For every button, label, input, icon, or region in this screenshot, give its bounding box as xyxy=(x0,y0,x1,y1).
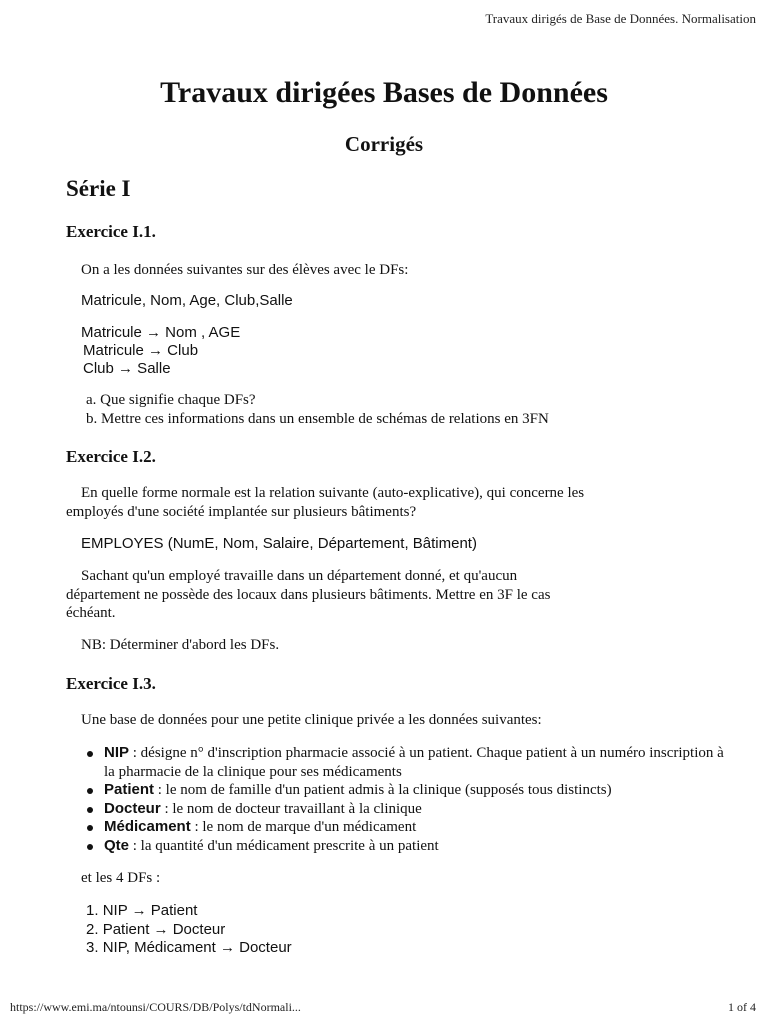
list-item: Patient : le nom de famille d'un patient admis à la clinique (supposés tous distincts) xyxy=(82,781,732,800)
exercise-2-paragraph-2-line-1: Sachant qu'un employé travaille dans un département donné, et qu'aucun xyxy=(81,568,518,584)
bullet-icon xyxy=(87,844,93,850)
exercise-1-intro: On a les données suivantes sur des élèves avec le DFs: xyxy=(81,262,409,278)
bullet-icon xyxy=(87,751,93,757)
page-number: 1 of 4 xyxy=(728,1000,756,1014)
exercise-heading-1: Exercice I.1. xyxy=(66,222,156,241)
list-item: 2. Patient → Docteur xyxy=(86,920,226,938)
bullet-icon xyxy=(87,788,93,794)
exercise-1-attributes: Matricule, Nom, Age, Club,Salle xyxy=(81,292,293,309)
exercise-1-df-2: Matricule → Club xyxy=(83,342,199,359)
list-item: NIP : désigne n° d'inscription pharmacie associé à un patient. Chaque patient à un numéro inscription à la pharmacie de la clinique pour ses médicaments xyxy=(82,744,732,781)
page-title: Travaux dirigées Bases de Données xyxy=(160,76,608,109)
question-item: a. Que signifie chaque DFs? xyxy=(86,392,256,408)
exercise-2-nb: NB: Déterminer d'abord les DFs. xyxy=(81,637,280,653)
exercise-3-dfs-intro: et les 4 DFs : xyxy=(81,870,161,886)
exercise-3-dfs-list xyxy=(86,902,292,958)
exercise-3-data-list xyxy=(82,744,732,855)
question-item: b. Mettre ces informations dans un ensemble de schémas de relations en 3FN xyxy=(86,411,549,427)
bullet-icon xyxy=(87,825,93,831)
exercise-2-paragraph-2-line-2: département ne possède des locaux dans plusieurs bâtiments. Mettre en 3F le cas xyxy=(66,587,551,603)
list-item: Docteur : le nom de docteur travaillant à la clinique xyxy=(82,800,732,819)
exercise-2-paragraph-1-line-1: En quelle forme normale est la relation suivante (auto-explicative), qui concerne les xyxy=(81,485,585,501)
exercise-1-questions xyxy=(86,391,549,429)
list-item: 3. NIP, Médicament → Docteur xyxy=(86,939,292,956)
exercise-3-intro: Une base de données pour une petite clinique privée a les données suivantes: xyxy=(81,712,542,728)
exercise-1-df-1: Matricule → Nom , AGE xyxy=(81,324,241,341)
list-item: Médicament : le nom de marque d'un médicament xyxy=(82,818,732,837)
page-subtitle: Corrigés xyxy=(344,132,424,156)
exercise-2-paragraph-1-line-2: employés d'une société implantée sur plusieurs bâtiments? xyxy=(66,504,417,520)
exercise-heading-3: Exercice I.3. xyxy=(66,674,156,693)
exercise-2-relation: EMPLOYES (NumE, Nom, Salaire, Département, Bâtiment) xyxy=(81,535,477,552)
bullet-icon xyxy=(87,807,93,813)
section-heading-serie: Série I xyxy=(66,176,131,201)
exercise-2-paragraph-2-line-3: échéant. xyxy=(66,605,116,621)
footer-url: https://www.emi.ma/ntounsi/COURS/DB/Polys/tdNormali... xyxy=(10,1000,301,1014)
list-item: 1. NIP → Patient xyxy=(86,902,198,919)
list-item: Qte : la quantité d'un médicament prescrite à un patient xyxy=(82,837,732,856)
exercise-heading-2: Exercice I.2. xyxy=(66,447,156,466)
exercise-1-df-3: Club → Salle xyxy=(83,360,171,377)
running-header: Travaux dirigés de Base de Données. Normalisation xyxy=(485,11,756,26)
